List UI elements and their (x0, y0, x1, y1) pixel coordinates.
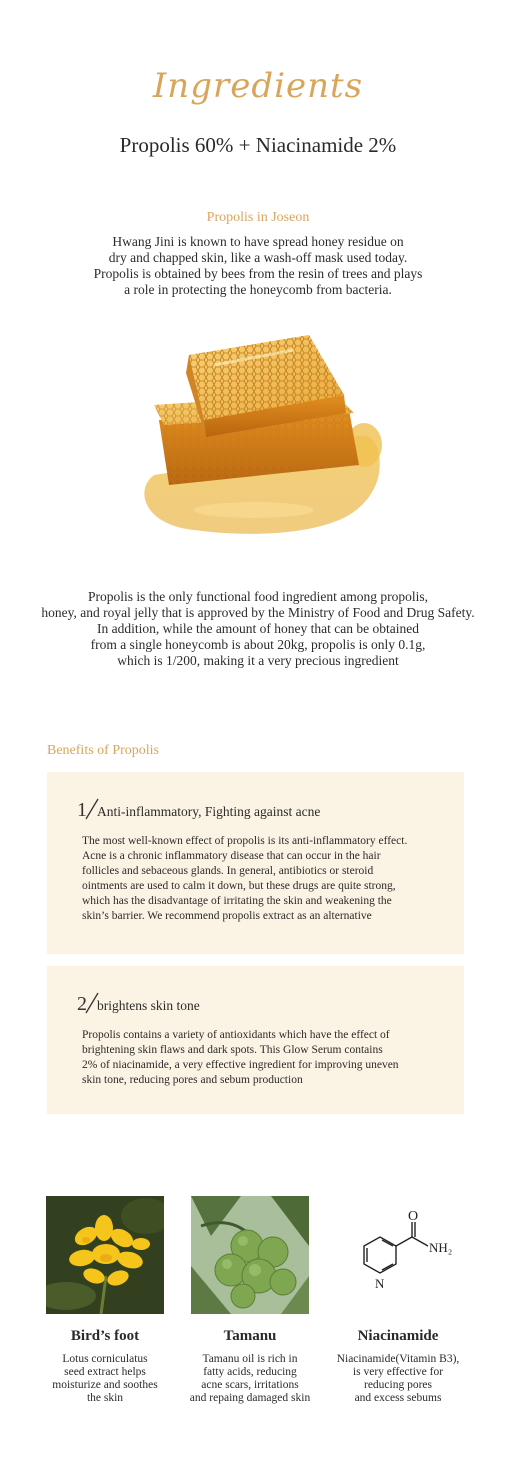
ingredient-description: Niacinamide(Vitamin B3), is very effective for reducing pores and excess sebums (336, 1353, 460, 1404)
ingredient-description: Tamanu oil is rich in fatty acids, reducing acne scars, irritations and repaing damaged skin (189, 1353, 311, 1404)
benefit-title: brightens skin tone (97, 998, 200, 1013)
functional-line: Propolis is the only functional food ingredient among propolis, (87, 589, 429, 604)
oxygen-label: O (408, 1209, 419, 1224)
joseon-line: a role in protecting the honeycomb from bacteria. (124, 282, 392, 297)
tamanu-fruit-photo (191, 1196, 309, 1314)
benefit-number: 1 (77, 800, 87, 820)
ingredient-name: Niacinamide (357, 1328, 439, 1344)
functional-line: from a single honeycomb is about 20kg, propolis is only 0.1g, (90, 637, 426, 652)
ingredient-name: Tamanu (223, 1328, 277, 1344)
functional-paragraph (0, 589, 516, 669)
functional-line: In addition, while the amount of honey that can be obtained (96, 621, 420, 636)
honeycomb-image (134, 325, 390, 547)
slash-icon (85, 992, 99, 1014)
benefit-number: 2 (77, 994, 87, 1014)
joseon-heading: Propolis in Joseon (206, 210, 310, 225)
birds-foot-flower-photo (46, 1196, 164, 1314)
benefit-text: Propolis contains a variety of antioxidants which have the effect of brightening skin flaws and dark spots. This Glow Serum contains 2% of niacinamide, a very effective ingredient for improving uneven skin tone, reducing pores and sebum production (82, 1029, 399, 1086)
joseon-line: Propolis is obtained by bees from the resin of trees and plays (93, 266, 423, 281)
benefit-card-2 (47, 966, 464, 1114)
script-title: Ingredients (152, 66, 364, 106)
benefit-text: The most well-known effect of propolis is its anti-inflammatory effect. Acne is a chronic inflammatory disease that can occur in the hair follicles and sebaceous glands. In general, antibiotics or steroid ointments are used to calm it down, but these drugs are quite strong, which has the disadvantage of irritating the skin and weakening the skin’s barrier. We recommend propolis extract as an alternative (82, 835, 408, 922)
page-title: Propolis 60% + Niacinamide 2% (119, 133, 397, 157)
slash-icon (85, 798, 99, 820)
benefit-title: Anti-inflammatory, Fighting against acne (97, 804, 321, 819)
joseon-paragraph (0, 234, 516, 298)
niacinamide-structure-icon (336, 1196, 454, 1314)
amine-label: NH₂ (429, 1240, 453, 1255)
joseon-line: Hwang Jini is known to have spread honey residue on (112, 234, 404, 249)
functional-line: which is 1/200, making it a very precious ingredient (117, 653, 399, 668)
nitrogen-label: N (375, 1276, 385, 1291)
joseon-line: dry and chapped skin, like a wash-off mask used today. (108, 250, 408, 265)
benefit-card-1 (47, 772, 464, 954)
ingredient-description: Lotus corniculatus seed extract helps moisturize and soothes the skin (52, 1353, 158, 1404)
ingredient-name: Bird’s foot (70, 1328, 140, 1344)
functional-line: honey, and royal jelly that is approved by the Ministry of Food and Drug Safety. (41, 605, 475, 620)
benefits-heading: Benefits of Propolis (47, 743, 159, 758)
